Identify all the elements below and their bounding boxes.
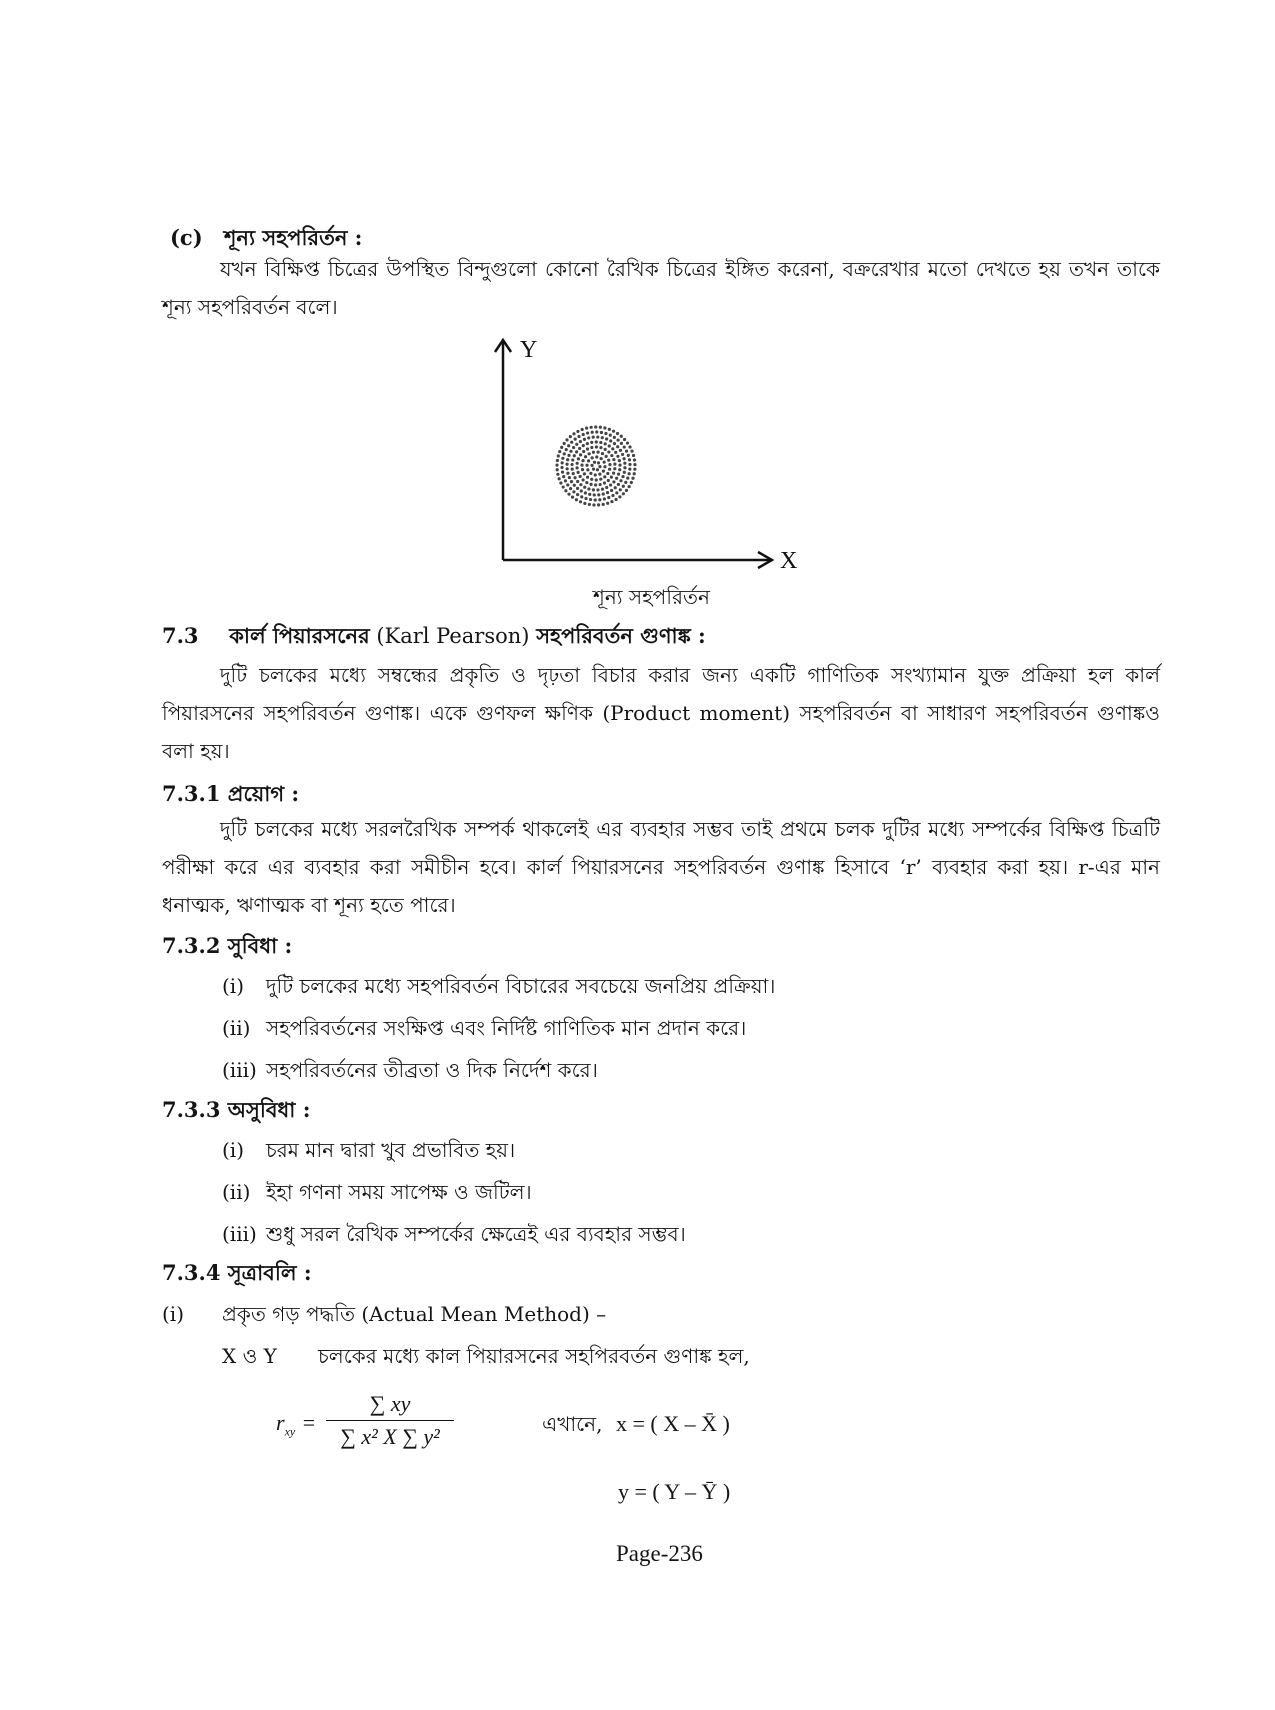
scatter-dot <box>603 426 606 429</box>
scatter-dot <box>575 443 578 446</box>
scatter-dot <box>577 457 580 460</box>
scatter-dot <box>594 498 597 501</box>
scatter-dot <box>556 459 559 462</box>
scatter-dot <box>588 503 591 506</box>
scatter-dot <box>579 475 582 478</box>
scatter-dot <box>556 473 559 476</box>
scatter-dot <box>595 455 598 458</box>
scatter-dot <box>592 436 595 439</box>
section-7-3-4-heading: 7.3.4 সূত্রাবলি : <box>162 1260 312 1285</box>
scatter-dot <box>596 488 599 491</box>
scatter-dot <box>619 449 622 452</box>
scatter-dot <box>597 461 600 464</box>
scatter-dot <box>589 483 592 486</box>
scatter-dot <box>615 491 618 494</box>
scatter-dot <box>572 472 575 475</box>
scatter-dot <box>607 479 610 482</box>
scatter-dot <box>581 428 584 431</box>
scatter-dot <box>608 468 611 471</box>
scatter-dot <box>576 480 579 483</box>
scatter-dot <box>592 451 595 454</box>
scatter-dot <box>562 475 565 478</box>
scatter-dot <box>616 445 619 448</box>
scatter-dot <box>579 500 582 503</box>
section-7-3-title-en: (Karl Pearson) <box>376 624 530 648</box>
scatter-dot <box>620 435 623 438</box>
advantage-item-text: দুটি চলকের মধ্যে সহপরিবর্তন বিচারের সবচেয়ে জনপ্রিয় প্রক্রিয়া। <box>266 974 776 998</box>
scatter-dot <box>585 427 588 430</box>
scatter-dot <box>601 488 604 491</box>
scatter-dot <box>606 472 609 475</box>
scatter-dot <box>573 476 576 479</box>
scatter-dot <box>580 489 583 492</box>
scatter-dot <box>588 493 591 496</box>
disadvantage-item-text: শুধু সরল রৈখিক সম্পর্কের ক্ষেত্রেই এর ব্যবহার সম্ভব। <box>266 1222 686 1246</box>
section-c-label: (c) <box>170 225 203 250</box>
scatter-dot <box>594 483 597 486</box>
section-7-3-paragraph-text: দুটি চলকের মধ্যে সম্বন্ধের প্রকৃতি ও দৃঢ়তা বিচার করার জন্য একটি গাণিতিক সংখ্যামান যুক্ত প্রক্রিয়া হল কার্ল পিয়ারসনের সহপরিবর্তন গুণাঙ্ক। একে গুণফল ক্ষণিক (Product moment) সহপরিবর্তন বা সাধারণ সহপরিবর্তন গুণাঙ্কও বলা হয়। <box>162 663 1160 763</box>
scatter-dot <box>603 475 606 478</box>
scatter-dot <box>626 477 629 480</box>
scatter-dot <box>567 454 570 457</box>
scatter-dot <box>608 444 611 447</box>
scatter-dot <box>590 441 593 444</box>
scatter-dot <box>625 489 628 492</box>
scatter-dot <box>599 483 602 486</box>
formula-equals: = <box>302 1410 316 1435</box>
scatter-dot <box>569 435 572 438</box>
scatter-dot <box>582 433 585 436</box>
scatter-dot <box>582 444 585 447</box>
scatter-dot <box>563 442 566 445</box>
scatter-dot <box>576 493 579 496</box>
scatter-dot <box>611 494 614 497</box>
formula-intro-text: চলকের মধ্যে কাল পিয়ারসনের সহপিরবর্তন গুণাঙ্ক হল, <box>318 1344 750 1368</box>
scatter-dot <box>609 483 612 486</box>
scatter-dot <box>577 471 580 474</box>
scatter-dot <box>618 495 621 498</box>
scatter-dot <box>601 452 604 455</box>
scatter-dot <box>623 466 626 469</box>
scatter-dot <box>566 467 569 470</box>
scatter-dot <box>612 458 615 461</box>
scatter-dot <box>614 498 617 501</box>
scatter-dot <box>573 484 576 487</box>
scatter-dot <box>586 476 589 479</box>
scatter-dot <box>567 444 570 447</box>
scatter-dot <box>608 463 611 466</box>
scatter-dot <box>583 502 586 505</box>
advantage-item-num: (ii) <box>222 1016 251 1040</box>
advantage-item <box>222 1056 598 1089</box>
scatter-dot <box>607 496 610 499</box>
scatter-dot <box>575 450 578 453</box>
scatter-dot <box>575 466 578 469</box>
scatter-dot <box>615 477 618 480</box>
scatter-dot <box>605 486 608 489</box>
formula-fraction-bar <box>326 1420 454 1421</box>
scatter-dot <box>616 439 619 442</box>
scatter-dot <box>603 481 606 484</box>
scatter-dot <box>584 497 587 500</box>
advantage-item <box>222 1014 746 1047</box>
scatter-dot <box>609 439 612 442</box>
scatter-dot <box>590 426 593 429</box>
scatter-dot <box>571 458 574 461</box>
scatter-dot <box>628 472 631 475</box>
formula-intro-line <box>222 1342 750 1375</box>
section-7-3-title-end: সহপরিবর্তন গুণাঙ্ক : <box>536 623 706 648</box>
scatter-dot <box>569 450 572 453</box>
formula-variables: X ও Y <box>222 1344 277 1368</box>
scatter-dot <box>603 497 606 500</box>
scatter-dot <box>617 483 620 486</box>
section-7-3-heading <box>162 620 706 655</box>
scatter-dot <box>609 434 612 437</box>
scatter-dot <box>628 485 631 488</box>
advantage-item-text: সহপরিবর্তনের সংক্ষিপ্ত এবং নির্দিষ্ট গাণিতিক মান প্রদান করে। <box>266 1016 747 1040</box>
formula-method-num: (i) <box>162 1302 185 1326</box>
scatter-dot <box>612 480 615 483</box>
scatter-dot <box>613 467 616 470</box>
scatter-dot <box>606 491 609 494</box>
scatter-dot <box>600 431 603 434</box>
scatter-dot <box>632 454 635 457</box>
scatter-dot <box>570 480 573 483</box>
scatter-dot <box>592 503 595 506</box>
section-7-3-number: 7.3 <box>162 623 199 648</box>
section-c-paragraph <box>162 250 1160 326</box>
scatter-dot <box>628 458 631 461</box>
figure-caption: শূন্য সহপরির্তন <box>593 585 710 609</box>
scatter-dot <box>574 438 577 441</box>
scatter-dot <box>603 461 606 464</box>
scatter-dot <box>616 455 619 458</box>
scatter-dot <box>561 471 564 474</box>
scatter-dot <box>612 472 615 475</box>
scatter-dot <box>571 496 574 499</box>
scatter-dot <box>580 463 583 466</box>
section-c-title: শূন্য সহপরির্তন : <box>223 225 363 250</box>
scatter-dot <box>566 483 569 486</box>
section-7-3-paragraph <box>162 656 1160 770</box>
scatter-dot <box>558 477 561 480</box>
scatter-dot <box>626 441 629 444</box>
scatter-dot <box>597 493 600 496</box>
scatter-dot <box>630 481 633 484</box>
y-axis-label: Y <box>520 337 538 363</box>
scatter-dot <box>586 468 589 471</box>
scatter-dot <box>572 446 575 449</box>
scatter-dot <box>624 481 627 484</box>
scatter-dot <box>562 485 565 488</box>
scatter-dot <box>607 459 610 462</box>
scatter-dot <box>566 472 569 475</box>
scatter-dot <box>630 449 633 452</box>
scatter-dot <box>590 464 593 467</box>
scatter-dot <box>592 468 595 471</box>
scatter-dot <box>620 442 623 445</box>
advantage-item-text: সহপরিবর্তনের তীব্রতা ও দিক নির্দেশ করে। <box>266 1058 598 1082</box>
scatter-dot-cluster <box>555 425 636 506</box>
scatter-dot <box>633 463 636 466</box>
scatter-dot <box>599 446 602 449</box>
scatter-dot <box>583 438 586 441</box>
scatter-dot <box>564 479 567 482</box>
zero-correlation-figure <box>470 330 810 580</box>
scatter-dot <box>565 438 568 441</box>
scatter-dot <box>610 476 613 479</box>
scatter-dot <box>599 426 602 429</box>
formula-method-item <box>162 1300 606 1333</box>
scatter-dot <box>608 428 611 431</box>
scatter-dot <box>597 503 600 506</box>
scatter-dot <box>633 468 636 471</box>
scatter-dot <box>633 472 636 475</box>
section-7-3-1-paragraph-text: দুটি চলকের মধ্যে সরলরৈখিক সম্পর্ক থাকলেই এর ব্যবহার সম্ভব তাই প্রথমে চলক দুটির মধ্যে সম্পর্কের বিক্ষিপ্ত চিত্রটি পরীক্ষা করে এর ব্যবহার করা সমীচীন হবে। কার্ল পিয়ারসনের সহপরিবর্তন গুণাঙ্ক হিসাবে ‘r’ ব্যবহার করা হয়। r-এর মান ধনাত্মক, ঋণাত্মক বা শূন্য হতে পারে। <box>162 817 1160 917</box>
scatter-dot <box>567 493 570 496</box>
advantage-item-num: (iii) <box>222 1058 257 1082</box>
scatter-dot <box>560 446 563 449</box>
scatter-dot <box>592 488 595 491</box>
scatter-dot <box>578 447 581 450</box>
scatter-dot <box>610 489 613 492</box>
scatter-dot <box>583 486 586 489</box>
scatter-dot <box>586 447 589 450</box>
scatter-dot <box>623 471 626 474</box>
scatter-dot <box>595 445 598 448</box>
formula-x-definition: x = ( X – X̄ ) <box>615 1411 730 1436</box>
scatter-dot <box>557 454 560 457</box>
scatter-dot <box>585 481 588 484</box>
scatter-dot <box>587 436 590 439</box>
scatter-dot <box>583 472 586 475</box>
disadvantage-item <box>222 1178 532 1211</box>
scatter-dot <box>625 449 628 452</box>
scatter-dot <box>617 473 620 476</box>
scatter-dot <box>586 431 589 434</box>
scatter-dot <box>568 476 571 479</box>
scatter-dot <box>585 464 588 467</box>
scatter-dot <box>595 478 598 481</box>
scatter-dot <box>566 458 569 461</box>
scatter-dot <box>611 447 614 450</box>
scatter-dot <box>598 465 601 468</box>
scatter-dot <box>596 435 599 438</box>
scatter-dot <box>579 453 582 456</box>
scatter-dot <box>613 463 616 466</box>
scatter-dot <box>628 463 631 466</box>
scatter-dot <box>622 485 625 488</box>
scatter-dot <box>610 500 613 503</box>
advantage-item <box>222 972 775 1005</box>
scatter-dot <box>623 445 626 448</box>
disadvantage-item-num: (ii) <box>222 1180 251 1204</box>
scatter-dot <box>571 468 574 471</box>
scatter-dot <box>587 459 590 462</box>
scatter-dot <box>590 478 593 481</box>
scatter-dot <box>598 473 601 476</box>
section-7-3-1-paragraph <box>162 810 1160 924</box>
scatter-dot <box>589 498 592 501</box>
scatter-dot <box>588 452 591 455</box>
scatter-dot <box>591 431 594 434</box>
scatter-dot <box>601 436 604 439</box>
page-number: Page-236 <box>616 1541 703 1566</box>
scatter-dot <box>579 440 582 443</box>
scatter-dot <box>570 441 573 444</box>
disadvantage-item-text: চরম মান দ্বারা খুব প্রভাবিত হয়। <box>266 1138 516 1162</box>
formula-lhs <box>276 1410 315 1439</box>
scatter-dot <box>563 452 566 455</box>
scatter-dot <box>595 440 598 443</box>
scatter-dot <box>614 451 617 454</box>
formula-y-definition: y = ( Y – Ȳ ) <box>618 1479 731 1504</box>
scatter-dot <box>616 432 619 435</box>
formula-where-x <box>542 1410 730 1443</box>
formula-r-subscript: xy <box>284 1424 296 1439</box>
scatter-dot <box>560 466 563 469</box>
x-axis-label: X <box>780 548 798 574</box>
scatter-dot <box>619 479 622 482</box>
scatter-dot <box>590 446 593 449</box>
scatter-dot <box>561 461 564 464</box>
scatter-dot <box>628 468 631 471</box>
scatter-dot <box>569 487 572 490</box>
advantage-item-num: (i) <box>222 974 245 998</box>
scatter-dot <box>582 478 585 481</box>
formula-r: r <box>276 1410 285 1435</box>
scatter-dot <box>596 451 599 454</box>
scatter-dot <box>604 442 607 445</box>
scatter-dot <box>603 465 606 468</box>
scatter-dot <box>576 487 579 490</box>
scatter-dot <box>572 490 575 493</box>
scatter-dot <box>599 441 602 444</box>
scatter-dot <box>564 489 567 492</box>
disadvantage-item-num: (iii) <box>222 1222 257 1246</box>
scatter-dot <box>606 502 609 505</box>
formula-method-text: প্রকৃত গড় পদ্ধতি (Actual Mean Method) – <box>222 1302 607 1326</box>
scatter-dot <box>576 462 579 465</box>
scatter-dot <box>623 438 626 441</box>
scatter-dot <box>598 498 601 501</box>
scatter-dot <box>619 488 622 491</box>
scatter-dot <box>577 435 580 438</box>
disadvantage-item-num: (i) <box>222 1138 245 1162</box>
scatter-dot <box>607 450 610 453</box>
scatter-dot <box>628 445 631 448</box>
scatter-dot <box>586 442 589 445</box>
scatter-dot <box>579 483 582 486</box>
disadvantage-item <box>222 1136 515 1169</box>
scatter-dot <box>605 437 608 440</box>
scatter-dot <box>618 468 621 471</box>
scatter-dot <box>572 432 575 435</box>
scatter-dot <box>622 492 625 495</box>
disadvantage-item-text: ইহা গণনা সময় সাপেক্ষ ও জটিল। <box>266 1180 532 1204</box>
scatter-dot <box>610 454 613 457</box>
disadvantage-item <box>222 1220 686 1253</box>
scatter-dot <box>580 495 583 498</box>
formula-numerator: ∑ xy <box>369 1391 411 1416</box>
scatter-dot <box>602 492 605 495</box>
scatter-dot <box>576 430 579 433</box>
section-7-3-2-heading: 7.3.2 সুবিধা : <box>162 933 293 958</box>
section-7-3-title-bn: কার্ল পিয়ারসনের <box>229 623 370 648</box>
scatter-dot <box>581 468 584 471</box>
scatter-dot <box>623 462 626 465</box>
scatter-dot <box>559 481 562 484</box>
scatter-dot <box>581 459 584 462</box>
scatter-dot <box>561 457 564 460</box>
scatter-dot <box>604 432 607 435</box>
scatter-dot <box>595 430 598 433</box>
scatter-dot <box>593 461 596 464</box>
scatter-dot <box>599 478 602 481</box>
scatter-dot <box>621 475 624 478</box>
section-7-3-3-heading: 7.3.3 অসুবিধা : <box>162 1097 311 1122</box>
scatter-dot <box>621 453 624 456</box>
scatter-dot <box>556 468 559 471</box>
formula-where-label: এখানে, <box>542 1412 603 1436</box>
scatter-dot <box>618 459 621 462</box>
scatter-dot <box>594 425 597 428</box>
scatter-dot <box>565 463 568 466</box>
formula-fraction <box>326 1390 454 1451</box>
scatter-dot <box>631 477 634 480</box>
scatter-dot <box>605 455 608 458</box>
scatter-dot <box>613 442 616 445</box>
scatter-dot <box>618 464 621 467</box>
scatter-dot <box>589 472 592 475</box>
section-c-paragraph-text: যখন বিক্ষিপ্ত চিত্রের উপস্থিত বিন্দুগুলো কোনো রৈখিক চিত্রের ইঙ্গিত করেনা, বক্ররেখার মতো দেখতে হয় তখন তাকে শূন্য সহপরিবর্তন বলে। <box>162 257 1160 319</box>
scatter-dot <box>584 455 587 458</box>
scatter-dot <box>591 456 594 459</box>
scatter-dot <box>614 486 617 489</box>
scatter-dot <box>602 470 605 473</box>
scatter-dot <box>633 458 636 461</box>
scatter-dot <box>596 468 599 471</box>
scatter-dot <box>575 498 578 501</box>
scatter-dot <box>627 454 630 457</box>
scatter-dot <box>558 450 561 453</box>
scatter-dot <box>587 487 590 490</box>
scatter-dot <box>555 464 558 467</box>
scatter-dot <box>594 473 597 476</box>
scatter-dot <box>612 430 615 433</box>
scatter-dot <box>604 448 607 451</box>
scatter-dot <box>582 450 585 453</box>
scatter-dot <box>584 491 587 494</box>
scatter-dot <box>565 448 568 451</box>
scatter-dot <box>570 463 573 466</box>
formula-denominator: ∑ x² X ∑ y² <box>340 1424 440 1449</box>
section-7-3-1-heading: 7.3.1 প্রয়োগ : <box>162 781 300 806</box>
scatter-dot <box>593 493 596 496</box>
scatter-dot <box>622 457 625 460</box>
scatter-dot <box>602 503 605 506</box>
scatter-dot <box>600 457 603 460</box>
scatter-dot <box>613 436 616 439</box>
scatter-dot <box>573 454 576 457</box>
